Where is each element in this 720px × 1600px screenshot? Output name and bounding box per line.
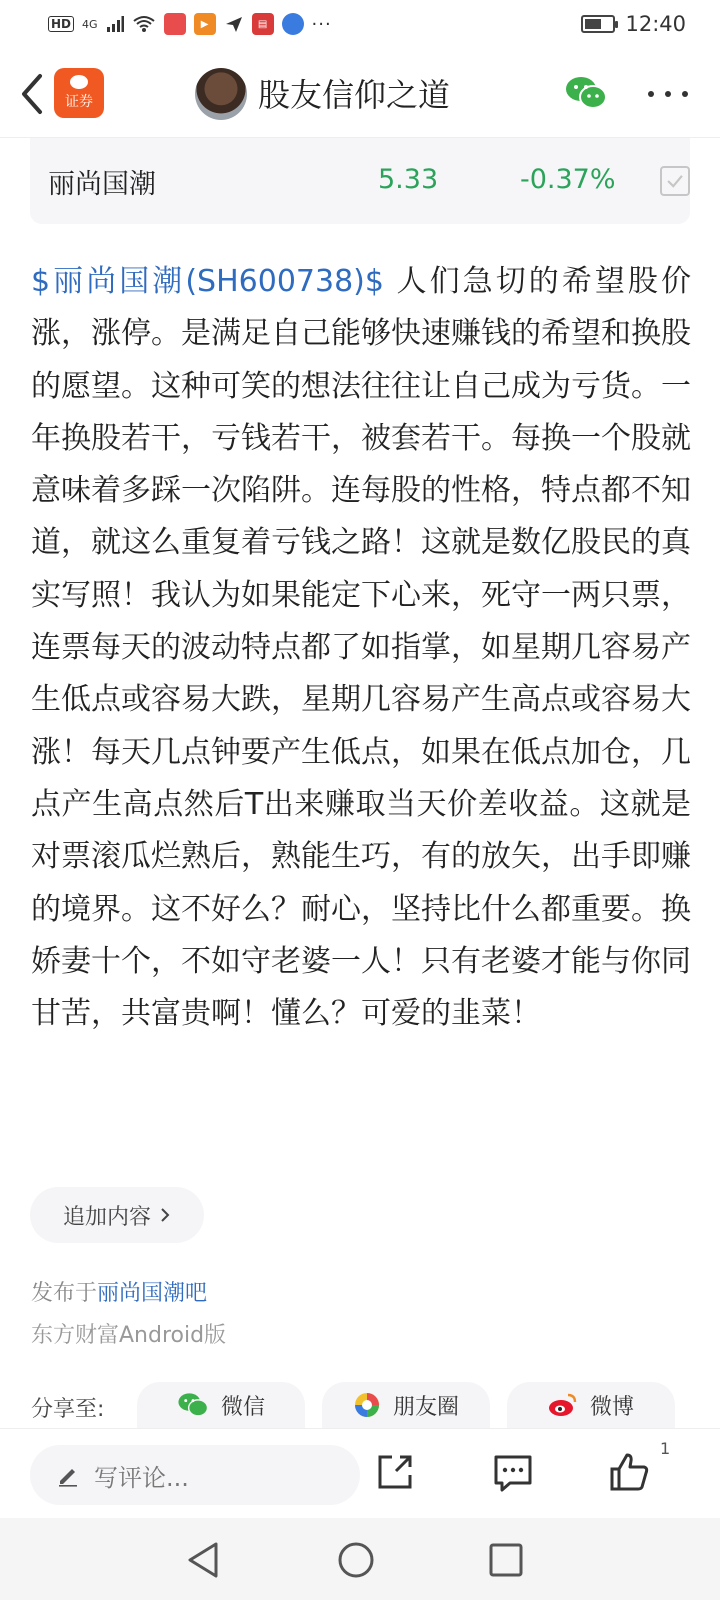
wifi-icon (132, 15, 156, 33)
dot-icon (682, 91, 688, 97)
share-moments-button[interactable] (322, 1382, 490, 1428)
share-row (31, 1382, 691, 1428)
add-content-label: 追加内容 (62, 1204, 151, 1230)
share-moments-label: 朋友圈 (392, 1394, 459, 1420)
comment-placeholder: 写评论... (94, 1463, 189, 1492)
post-content (31, 256, 691, 1040)
nav-recents-icon[interactable] (484, 1538, 528, 1582)
page-title[interactable]: 股友信仰之道 (258, 76, 451, 114)
status-bar (0, 0, 720, 48)
network-type: 4G (82, 17, 98, 31)
share-weibo-button[interactable] (507, 1382, 675, 1428)
comment-icon[interactable] (490, 1449, 536, 1495)
dot-icon (665, 91, 671, 97)
back-button[interactable] (16, 72, 48, 116)
share-icon[interactable] (372, 1449, 418, 1495)
like-icon[interactable] (606, 1449, 652, 1495)
top-header (0, 48, 720, 138)
status-icons-left (48, 13, 332, 35)
chevron-right-icon (159, 1206, 171, 1224)
send-icon (224, 14, 244, 34)
app-logo[interactable] (54, 68, 104, 118)
more-notifications-icon: ··· (311, 13, 332, 35)
share-wechat-button[interactable] (137, 1382, 305, 1428)
more-options-button[interactable] (648, 76, 688, 112)
client-info: 东方财富Android版 (31, 1323, 227, 1348)
dot-icon (648, 91, 654, 97)
like-count: 1 (660, 1439, 671, 1458)
status-icons-right (581, 12, 686, 36)
wechat-icon (177, 1391, 209, 1419)
moments-icon (353, 1391, 381, 1419)
battery-icon (581, 15, 615, 33)
app-logo-label: 证券 (65, 94, 93, 110)
user-avatar[interactable] (195, 68, 247, 120)
comment-input[interactable] (30, 1445, 360, 1505)
system-nav-bar (0, 1518, 720, 1600)
signal-icon (106, 15, 124, 33)
forum-link[interactable]: 丽尚国潮吧 (97, 1281, 208, 1306)
share-wechat-label: 微信 (220, 1394, 265, 1420)
add-content-button[interactable] (30, 1187, 204, 1243)
nav-back-icon[interactable] (182, 1538, 226, 1582)
stock-change: -0.37% (520, 164, 616, 195)
video-app-icon: ▶ (194, 13, 216, 35)
pencil-icon (56, 1463, 80, 1487)
share-label: 分享至: (31, 1397, 105, 1422)
stock-name: 丽尚国潮 (48, 169, 156, 200)
clock: 12:40 (625, 12, 686, 36)
weibo-icon (548, 1392, 578, 1418)
wechat-share-icon[interactable] (564, 74, 608, 112)
post-text: 人们急切的希望股价涨，涨停。是满足自己能够快速赚钱的希望和换股的愿望。这种可笑的想法往往让自己成为亏货。一年换股若干，亏钱若干，被套若干。每换一个股就意味着多踩一次陷阱。连每股的性格，特点都不知道，就这么重复着亏钱之路！这就是数亿股民的真实写照！我认为如果能定下心来，死守一两只票，连票每天的波动特点都了如指掌，如星期几容易产生低点或容易大跌，星期几容易产生高点或容易大涨！每天几点钟要产生低点，如果在低点加仓，几点产生高点然后T出来赚取当天价差收益。这就是对票滚瓜烂熟后，熟能生巧，有的放矢，出手即赚的境界。这不好么？耐心，坚持比什么都重要。换娇妻十个，不如守老婆一人！只有老婆才能与你同甘苦，共富贵啊！懂么？可爱的韭菜！ (31, 264, 691, 1032)
hd-indicator: HD (48, 16, 74, 32)
stock-quote-card[interactable] (30, 138, 690, 224)
publish-info (31, 1276, 207, 1307)
share-weibo-label: 微博 (589, 1394, 634, 1420)
stock-price: 5.33 (378, 164, 439, 195)
logo-mark-icon (70, 75, 88, 89)
add-watchlist-checkbox[interactable] (660, 166, 690, 196)
browser-app-icon (282, 13, 304, 35)
nav-home-icon[interactable] (334, 1538, 378, 1582)
bottom-action-bar (0, 1428, 720, 1518)
published-prefix: 发布于 (31, 1281, 98, 1306)
stock-link[interactable]: $丽尚国潮(SH600738)$ (31, 264, 384, 299)
app-notification-icon (164, 13, 186, 35)
reader-app-icon: ▤ (252, 13, 274, 35)
